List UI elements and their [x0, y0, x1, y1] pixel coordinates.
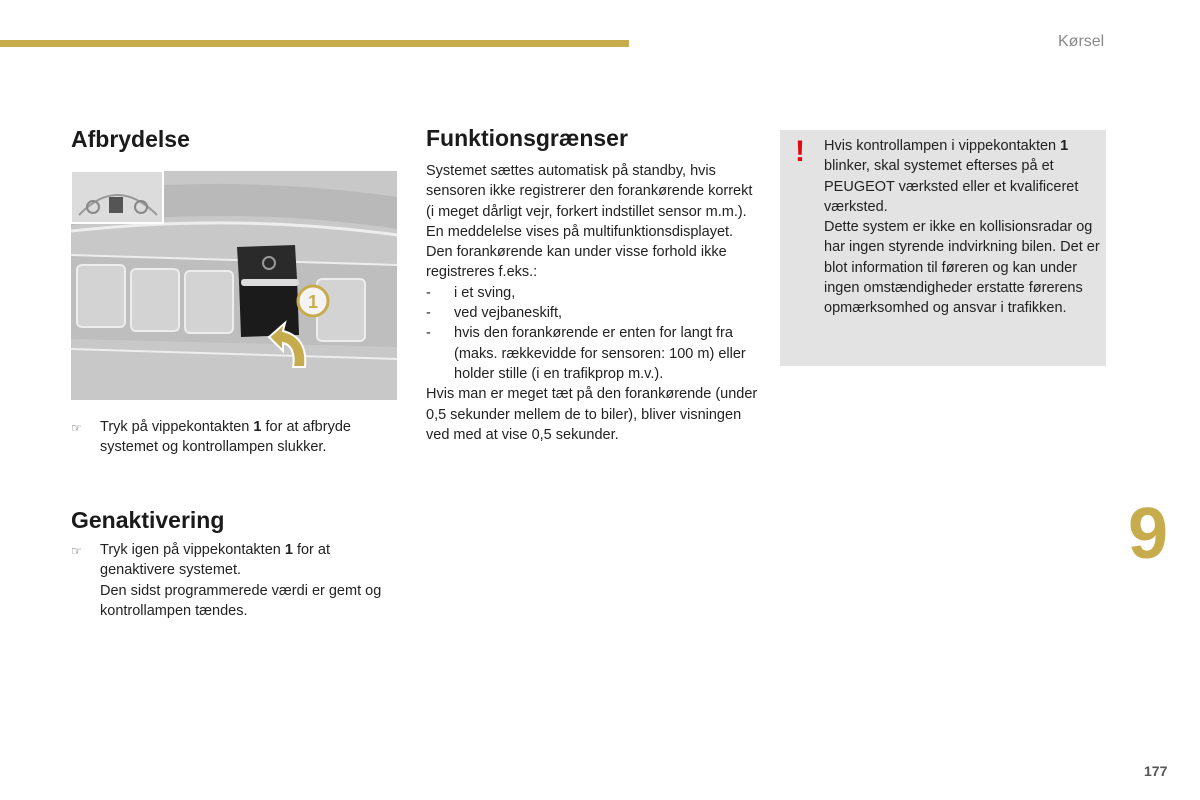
warning-exclamation-icon: ! [795, 135, 805, 168]
pointer-bullet-icon: ☞ [71, 544, 82, 558]
warning-paragraph: Hvis kontrollampen i vippekontakten 1 blinker, skal systemet efterses på et PEUGEOT værksted eller et kvalificeret værksted. [824, 138, 1079, 215]
list-item: - ved vejbaneskift, [426, 305, 563, 322]
paragraph: Systemet sættes automatisk på standby, hvis sensoren ikke registrerer den forankørende korrekt (i meget dårligt vejr, forkert indstillet sensor m.m.). En meddelelse vises på multifunktionsdisplayet. [426, 163, 753, 240]
paragraph: Hvis man er meget tæt på den forankørende (under 0,5 sekunder mellem de to biler), bliver visningen ved med at vise 0,5 sekunder. [426, 386, 758, 443]
section-title-afbrydelse: Afbrydelse [71, 126, 190, 152]
pointer-bullet-icon: ☞ [71, 421, 82, 435]
warning-paragraph: Dette system er ikke en kollisionsradar og har ingen styrende indvirkning bilen. Det er blot information til føreren og kan under ingen omstændigheder erstatte førerens opmærksomhed og ansvar i trafikken. [824, 219, 1100, 317]
switch-illustration [71, 171, 397, 400]
section-title-funktionsgraenser: Funktionsgrænser [426, 125, 628, 151]
page-number: 177 [1144, 763, 1168, 779]
warning-box [780, 130, 1106, 366]
funktionsgraenser-text [426, 161, 761, 445]
list-item: - hvis den forankørende er enten for langt fra (maks. rækkevidde for sensoren: 100 m) eller holder stille (i en trafikprop m.v.). [426, 325, 746, 382]
chapter-number: 9 [1128, 494, 1169, 574]
header-accent-bar [0, 40, 629, 47]
section-title-genaktivering: Genaktivering [71, 507, 225, 533]
chapter-name: Kørsel [1058, 33, 1105, 50]
genaktivering-instruction: ☞ Tryk igen på vippekontakten 1 for at genaktivere systemet. Den sidst programmerede værdi er gemt og kontrollampen tændes. [71, 542, 382, 619]
list-item: - i et sving, [426, 284, 516, 301]
paragraph: Den forankørende kan under visse forhold ikke registreres f.eks.: [426, 244, 727, 281]
callout-number: 1 [307, 292, 319, 312]
afbrydelse-instruction: ☞ Tryk på vippekontakten 1 for at afbryde systemet og kontrollampen slukker. [71, 419, 351, 456]
